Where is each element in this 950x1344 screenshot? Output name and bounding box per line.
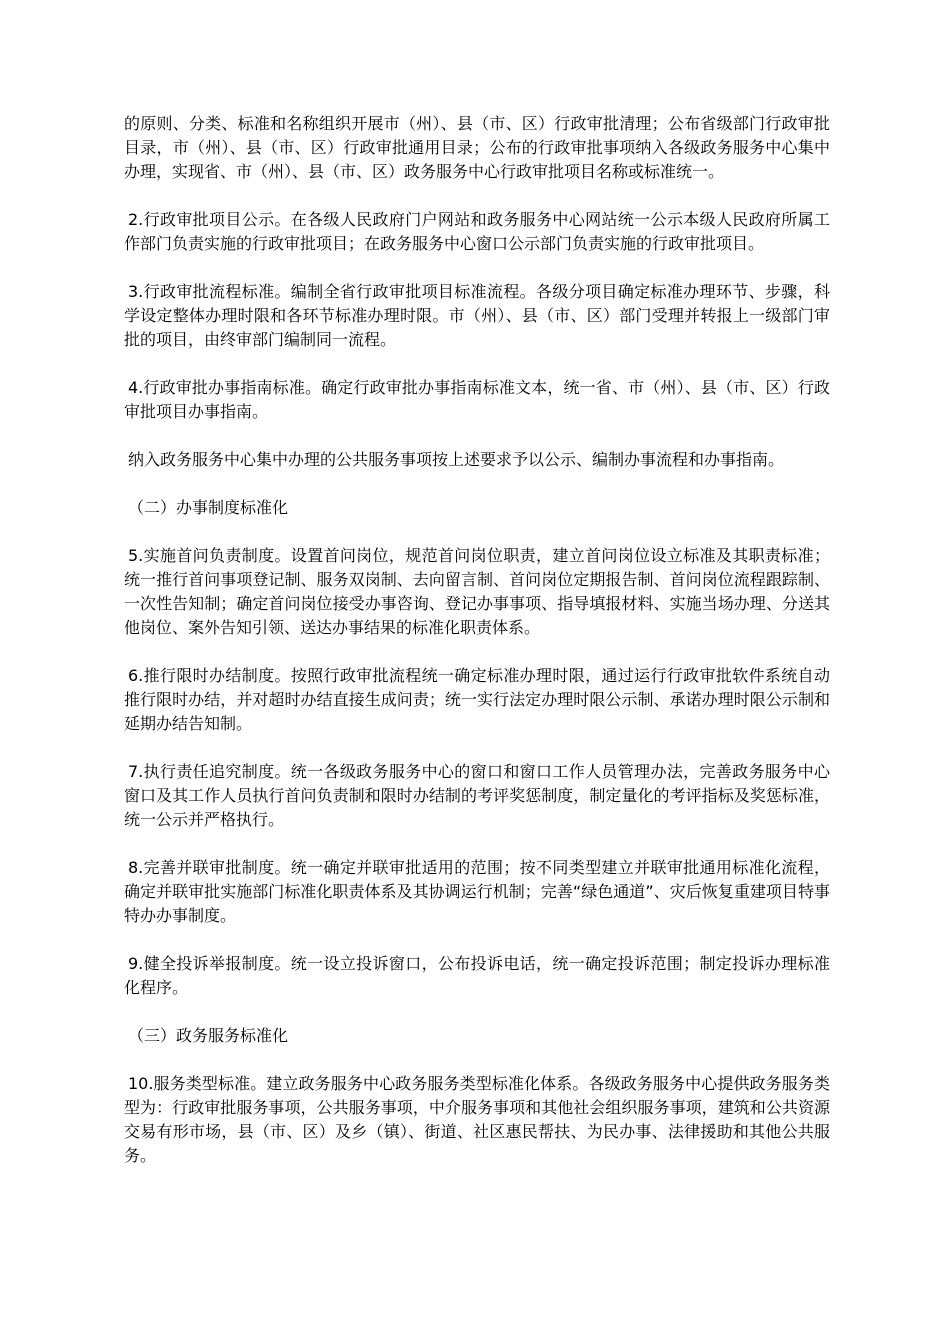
paragraph-item-4: 4.行政审批办事指南标准。确定行政审批办事指南标准文本，统一省、市（州）、县（市、区）行政审批项目办事指南。: [124, 378, 830, 421]
paragraph-approval-cleanup: 的原则、分类、标准和名称组织开展市（州）、县（市、区）行政审批清理；公布省级部门行政审批目录，市（州）、县（市、区）行政审批通用目录；公布的行政审批事项纳入各级政务服务中心集中办理，实现省、市（州）、县（市、区）政务服务中心行政审批项目名称或标准统一。: [124, 114, 830, 181]
paragraph-public-service-note: 纳入政务服务中心集中办理的公共服务事项按上述要求予以公示、编制办事流程和办事指南。: [128, 450, 785, 469]
paragraph-item-10: 10.服务类型标准。建立政务服务中心政务服务类型标准化体系。各级政务服务中心提供政务服务类型为：行政审批服务事项，公共服务事项，中介服务事项和其他社会组织服务事项，建筑和公共资源交易有形市场，县（市、区）及乡（镇）、街道、社区惠民帮扶、为民办事、法律援助和其他公共服务。: [124, 1074, 830, 1165]
section-heading-2: （二）办事制度标准化: [128, 498, 289, 517]
document-page: [124, 112, 830, 1192]
paragraph-item-7: 7.执行责任追究制度。统一各级政务服务中心的窗口和窗口工作人员管理办法，完善政务服务中心窗口及其工作人员执行首问负责制和限时办结制的考评奖惩制度，制定量化的考评指标及奖惩标准，统一公示并严格执行。: [124, 762, 830, 829]
paragraph-item-8: 8.完善并联审批制度。统一确定并联审批适用的范围；按不同类型建立并联审批通用标准化流程，确定并联审批实施部门标准化职责体系及其协调运行机制；完善“绿色通道”、灾后恢复重建项目特事特办办事制度。: [124, 858, 830, 925]
paragraph-item-3: 3.行政审批流程标准。编制全省行政审批项目标准流程。各级分项目确定标准办理环节、步骤，科学设定整体办理时限和各环节标准办理时限。市（州）、县（市、区）部门受理并转报上一级部门审批的项目，由终审部门编制同一流程。: [124, 282, 830, 349]
paragraph-item-6: 6.推行限时办结制度。按照行政审批流程统一确定标准办理时限，通过运行行政审批软件系统自动推行限时办结，并对超时办结直接生成问责；统一实行法定办理时限公示制、承诺办理时限公示制和延期办结告知制。: [124, 666, 830, 733]
paragraph-item-5: 5.实施首问负责制度。设置首问岗位，规范首问岗位职责，建立首问岗位设立标准及其职责标准；统一推行首问事项登记制、服务双岗制、去向留言制、首问岗位定期报告制、首问岗位流程跟踪制、一次性告知制；确定首问岗位接受办事咨询、登记办事事项、指导填报材料、实施当场办理、分送其他岗位、案外告知引领、送达办事结果的标准化职责体系。: [124, 546, 830, 637]
paragraph-item-2: 2.行政审批项目公示。在各级人民政府门户网站和政务服务中心网站统一公示本级人民政府所属工作部门负责实施的行政审批项目；在政务服务中心窗口公示部门负责实施的行政审批项目。: [124, 210, 830, 253]
section-heading-3: （三）政务服务标准化: [128, 1026, 289, 1045]
paragraph-item-9: 9.健全投诉举报制度。统一设立投诉窗口，公布投诉电话，统一确定投诉范围；制定投诉办理标准化程序。: [124, 954, 830, 997]
